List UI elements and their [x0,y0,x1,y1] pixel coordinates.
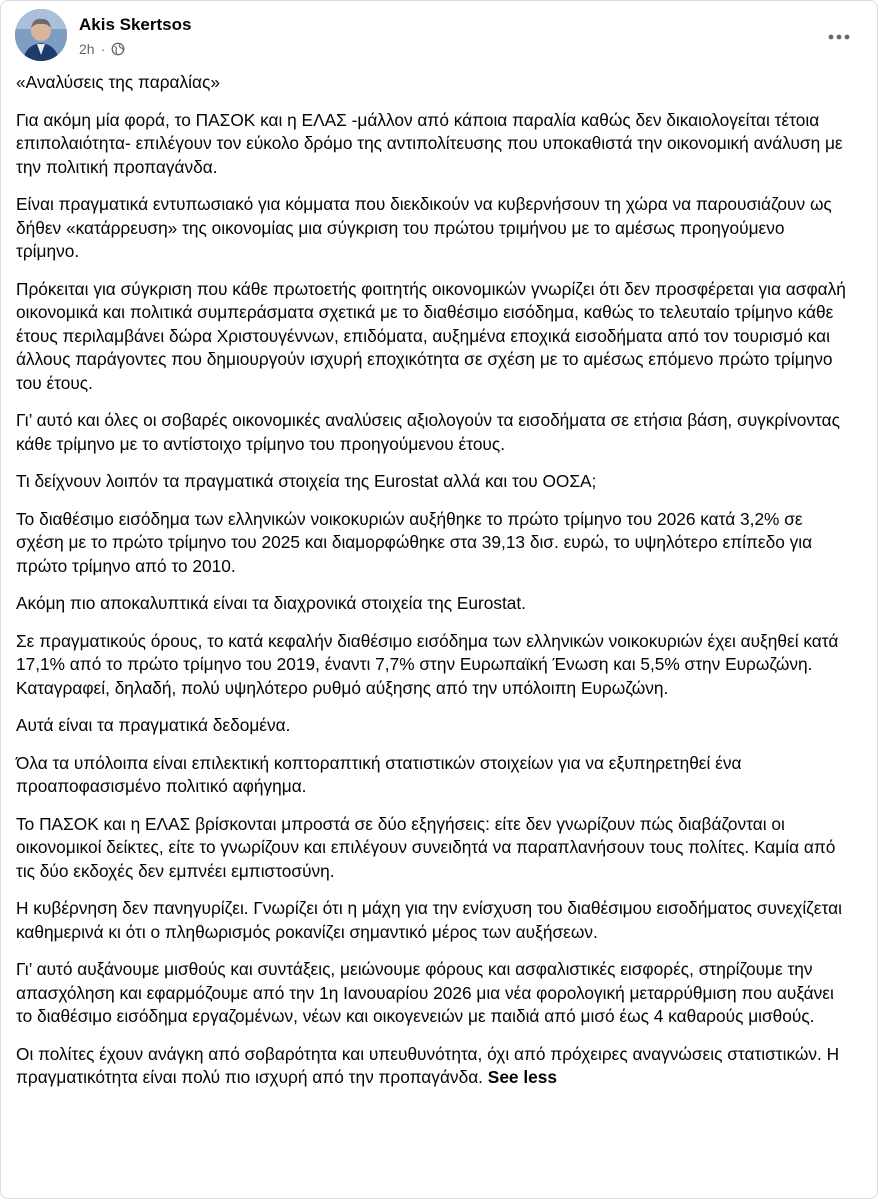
post-paragraph: Το ΠΑΣΟΚ και η ΕΛΑΣ βρίσκονται μπροστά σε δύο εξηγήσεις: είτε δεν γνωρίζουν πώς διαβάζονται οι οικονομικοί δείκτες, είτε το γνωρίζουν και επιλέγουν συνειδητά να παραπλανήσουν τους πολίτες. Καμία από τις δύο εκδοχές δεν εμπνέει εμπιστοσύνη. [16,813,836,881]
post-paragraph: Αυτά είναι τα πραγματικά δεδομένα. [16,715,291,735]
see-less-link[interactable]: See less [487,1067,557,1087]
post-paragraph: Είναι πραγματικά εντυπωσιακό για κόμματα που διεκδικούν να κυβερνήσουν τη χώρα να παρουσιάζουν ως δήθεν «κατάρρευση» της οικονομίας μια σύγκριση του πρώτου τριμήνου με το αμέσως προηγούμενο τρίμηνο. [16,194,832,261]
avatar[interactable] [15,9,67,61]
post-paragraph: Το διαθέσιμο εισόδημα των ελληνικών νοικοκυριών αυξήθηκε το πρώτο τρίμηνο του 2026 κατά 3,2% σε σχέση με το πρώτο τρίμηνο του 2025 και διαμορφώθηκε στα 39,13 δισ. ευρώ, το υψηλότερο επίπεδο για πρώτο τρίμηνο από το 2010. [16,508,813,576]
post-paragraph: Σε πραγματικούς όρους, το κατά κεφαλήν διαθέσιμο εισόδημα των ελληνικών νοικοκυριών έχει αυξηθεί κατά 17,1% από το πρώτο τρίμηνο του 2019, έναντι 7,7% στην Ευρωπαϊκή Ένωση και 5,5% στην Ευρωζώνη. Καταγραφεί, δηλαδή, πολύ υψηλότερο ρυθμό αύξησης από την υπόλοιπη Ευρωζώνη. [16,630,839,698]
meta-separator: · [100,41,106,57]
post-paragraph: Η κυβέρνηση δεν πανηγυρίζει. Γνωρίζει ότι η μάχη για την ενίσχυση του διαθέσιμου εισοδήματος συνεχίζεται καθημερινά κι ότι ο πληθωρισμός ροκανίζει σημαντικό μέρος των αυξήσεων. [16,898,842,942]
post-paragraph: «Αναλύσεις της παραλίας» [16,72,220,92]
post-text [16,71,847,1104]
post-paragraph: Όλα τα υπόλοιπα είναι επιλεκτική κοπτοραπτική στατιστικών στοιχείων για να εξυπηρετηθεί ένα προαποφασισμένο πολιτικό αφήγημα. [16,752,742,796]
post-paragraph: Τι δείχνουν λοιπόν τα πραγματικά στοιχεία της Eurostat αλλά και του ΟΟΣΑ; [16,471,597,491]
post-paragraph: Για ακόμη μία φορά, το ΠΑΣΟΚ και η ΕΛΑΣ -μάλλον από κάποια παραλία καθώς δεν δικαιολογείται τέτοια επιπολαιότητα- επιλέγουν τον εύκολο δρόμο της αντιπολίτευσης που υποκαθιστά την οικονομική ανάλυση με την πολιτική προπαγάνδα. [16,109,843,177]
post-paragraph: Ακόμη πιο αποκαλυπτικά είναι τα διαχρονικά στοιχεία της Eurostat. [16,593,526,613]
post-paragraph: Γι’ αυτό αυξάνουμε μισθούς και συντάξεις, μειώνουμε φόρους και ασφαλιστικές εισφορές, στηρίζουμε την απασχόληση και εφαρμόζουμε από την 1η Ιανουαρίου 2026 μια νέα φορολογική μεταρρύθμιση που αυξάνει το διαθέσιμο εισόδημα εργαζομένων, νέων και οικογενειών με παιδιά από μισό έως 4 καθαρούς μισθούς. [16,959,834,1026]
post-meta [79,41,125,57]
more-options-icon[interactable] [821,19,857,55]
post-paragraph: Γι’ αυτό και όλες οι σοβαρές οικονομικές αναλύσεις αξιολογούν τα εισοδήματα σε ετήσια βάση, συγκρίνοντας κάθε τρίμηνο με το αντίστοιχο τρίμηνο του προηγούμενου έτους. [16,410,840,454]
post-paragraph: Οι πολίτες έχουν ανάγκη από σοβαρότητα και υπευθυνότητα, όχι από πρόχειρες αναγνώσεις στατιστικών. Η πραγματικότητα είναι πολύ πιο ισχυρή από την προπαγάνδα. [16,1043,840,1087]
post-header [15,9,863,61]
post-time[interactable]: 2h [79,41,95,57]
post-last-paragraph [16,1043,847,1090]
author-name[interactable]: Akis Skertsos [79,15,192,34]
globe-icon[interactable] [111,42,125,56]
post-paragraph: Πρόκειται για σύγκριση που κάθε πρωτοετής φοιτητής οικονομικών γνωρίζει ότι δεν προσφέρεται για ασφαλή οικονομικά και πολιτικά συμπεράσματα σχετικά με το διαθέσιμο εισόδημα, καθώς το τελευταίο τρίμηνο κάθε έτους περιλαμβάνει δώρα Χριστουγέννων, επιδόματα, αυξημένα εποχικά εισοδήματα από τον τουρισμό και άλλους παράγοντες που δημιουργούν ισχυρή εποχικότητα σε σχέση με το αμέσως επόμενο πρώτο τρίμηνο του έτους. [16,278,846,393]
